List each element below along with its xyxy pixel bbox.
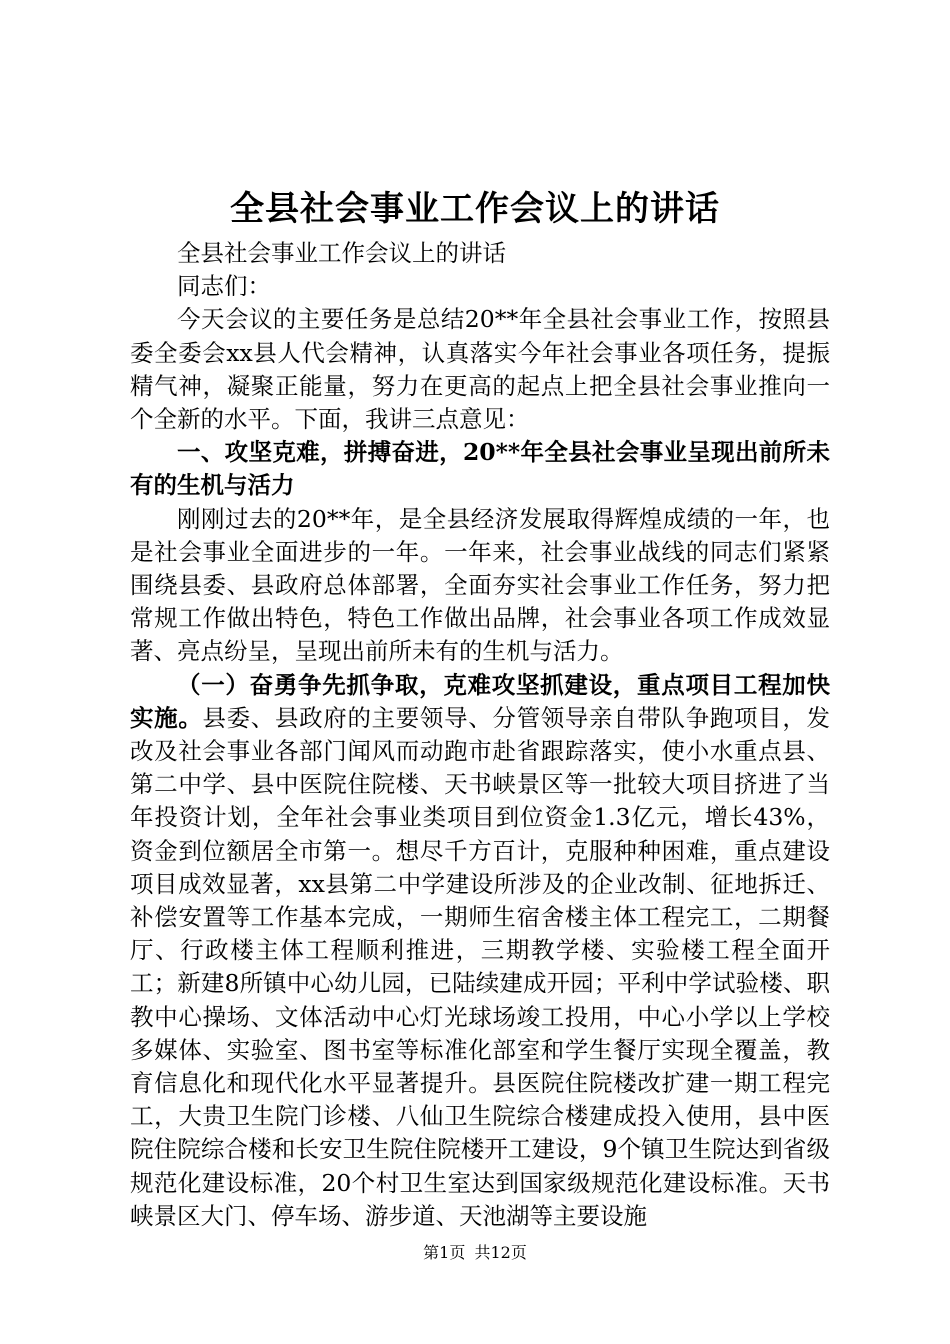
subsection-1-text: 县委、县政府的主要领导、分管领导亲自带队争跑项目，发改及社会事业各部门闻风而动跑市赴省跟踪落实，使小水重点县、第二中学、县中医院住院楼、天书峡景区等一批较大项目挤进了当年投资计划，全年社会事业类项目到位资金1.3亿元，增长43%，资金到位额居全市第一。想尽千方百计，克服种种困难，重点建设项目成效显著，xx县第二中学建设所涉及的企业改制、征地拆迁、补偿安置等工作基本完成，一期师生宿舍楼主体工程完工，二期餐厅、行政楼主体工程顺利推进，三期教学楼、实验楼工程全面开工；新建8所镇中心幼儿园，已陆续建成开园；平利中学试验楼、职教中心操场、文体活动中心灯光球场竣工投用，中心小学以上学校多媒体、实验室、图书室等标准化部室和学生餐厅实现全覆盖，教育信息化和现代化水平显著提升。县医院住院楼改扩建一期工程完工，大贵卫生院门诊楼、八仙卫生院综合楼建成投入使用，县中医院住院综合楼和长安卫生院住院楼开工建设，9个镇卫生院达到省级规范化建设标准，20个村卫生室达到国家级规范化建设标准。天书峡景区大门、停车场、游步道、天池湖等主要设施 [130,703,831,1230]
page-total: 共12页 [474,1243,527,1262]
document-title: 全县社会事业工作会议上的讲话 [230,189,720,229]
subsection-1-heading: （一）奋勇争先抓争取，克难攻坚抓建设，重点项目工程加快实施。 [130,670,830,732]
intro-paragraph: 今天会议的主要任务是总结20**年全县社会事业工作，按照县委全委会xx县人代会精神，认真落实今年社会事业各项任务，提振精气神，凝聚正能量，努力在更高的起点上把全县社会事业推向一个全新的水平。下面，我讲三点意见： [130,305,830,434]
page-footer [0,1241,950,1265]
document-body [130,237,830,1233]
subsection-1-paragraph [130,669,830,1233]
document-subtitle: 全县社会事业工作会议上的讲话 [177,239,506,267]
section-1-paragraph: 刚刚过去的20**年，是全县经济发展取得辉煌成绩的一年，也是社会事业全面进步的一年。一年来，社会事业战线的同志们紧紧围绕县委、县政府总体部署，全面夯实社会事业工作任务，努力把常规工作做出特色，特色工作做出品牌，社会事业各项工作成效显著、亮点纷呈，呈现出前所未有的生机与活力。 [130,504,830,666]
salutation: 同志们： [177,272,271,301]
section-1-heading: 一、攻坚克难，拼搏奋进，20**年全县社会事业呈现出前所未有的生机与活力 [130,438,830,500]
page-number: 第1页 [423,1243,466,1262]
